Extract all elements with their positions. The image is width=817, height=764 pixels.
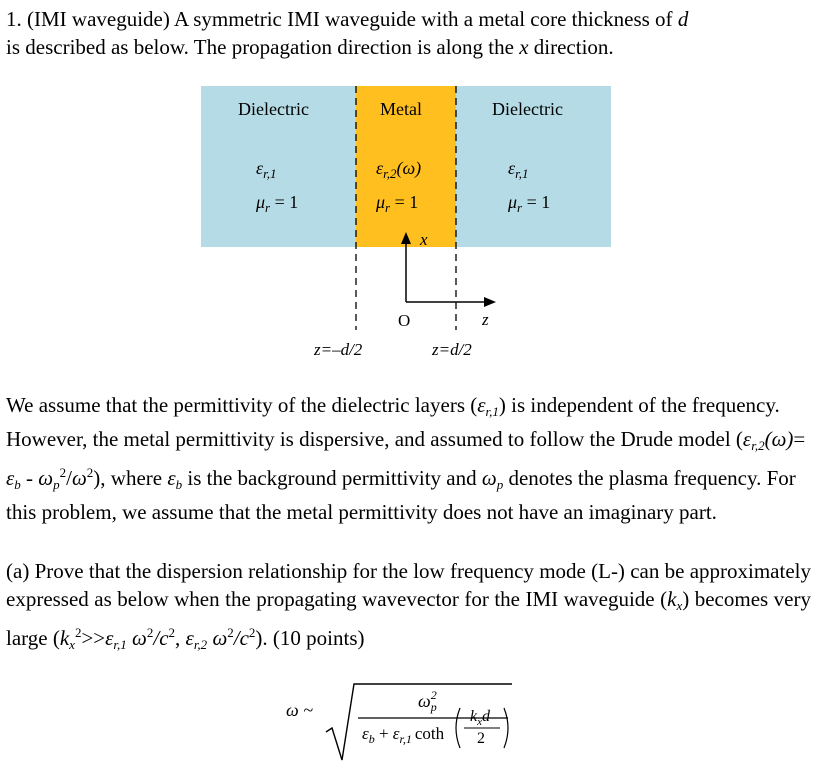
left-permittivity: $\varepsilon_{r,1}$: [256, 158, 277, 181]
metal-permittivity: $\varepsilon_{r,2}(\omega)$: [376, 158, 422, 181]
formula-denominator: $\varepsilon_b + \varepsilon_{r,1}$ coth: [362, 724, 445, 746]
metal-permeability: $\mu_r = 1$: [376, 192, 419, 215]
z-axis-label: z: [482, 310, 489, 329]
z-axis-arrowhead: [484, 297, 496, 307]
formula-numerator: $\omega_p^2$: [418, 688, 437, 714]
dielectric-right-label: Dielectric: [492, 99, 563, 119]
left-boundary-label: z=–d/2: [314, 340, 363, 359]
intro-text-3: direction.: [528, 34, 614, 59]
formula-lhs: ω ~: [286, 700, 313, 720]
x-axis-label: x: [420, 230, 428, 249]
waveguide-figure: [0, 0, 817, 370]
inner-fraction-denominator: 2: [477, 730, 485, 747]
intro-text-2: is described as below. The propagation direction is along the: [6, 34, 520, 59]
left-permeability: $\mu_r = 1$: [256, 192, 299, 215]
intro-d: d: [677, 7, 689, 31]
dielectric-left-label: Dielectric: [238, 99, 309, 119]
right-paren: [504, 708, 508, 748]
assumption-paragraph: We assume that the permittivity of the dielectric layers $(\varepsilon_{r,1})$ is independent of the frequency. However, the metal permittivity is dispersive, and assumed to follow the Drude model $(\varepsilon_{r,2}(\omega)= \varepsilon_b - \omega_p^2/\omega^2)$, where $\varepsilon_b$ is the background permittivity and $\omega_p$ denotes the plasma frequency. For this problem, we assume that the metal permittivity does not have an imaginary part.: [6, 393, 806, 524]
part-a-question: (a) Prove that the dispersion relationship for the low frequency mode (L-) can be approximately expressed as below when the propagating wavevector for the IMI waveguide $(k_x)$ becomes very large ($k_x^2>>\varepsilon_{r,1}$ $\omega^2/c^2$, $\varepsilon_{r,2}$ $\omega^2/c^2$). (10 points): [6, 559, 811, 652]
right-permittivity: $\varepsilon_{r,1}$: [508, 158, 529, 181]
radical-sign: [286, 670, 526, 764]
metal-label: Metal: [380, 99, 422, 119]
left-paren: [456, 708, 460, 748]
right-permeability: $\mu_r = 1$: [508, 192, 551, 215]
intro-text-1: 1. (IMI waveguide) A symmetric IMI waveguide with a metal core thickness of: [6, 7, 678, 31]
inner-fraction-numerator: $k_xd$: [470, 708, 490, 728]
right-boundary-label: z=d/2: [432, 340, 472, 359]
origin-label: O: [398, 311, 411, 330]
dispersion-formula: [286, 670, 526, 764]
intro-x: x: [519, 34, 529, 59]
